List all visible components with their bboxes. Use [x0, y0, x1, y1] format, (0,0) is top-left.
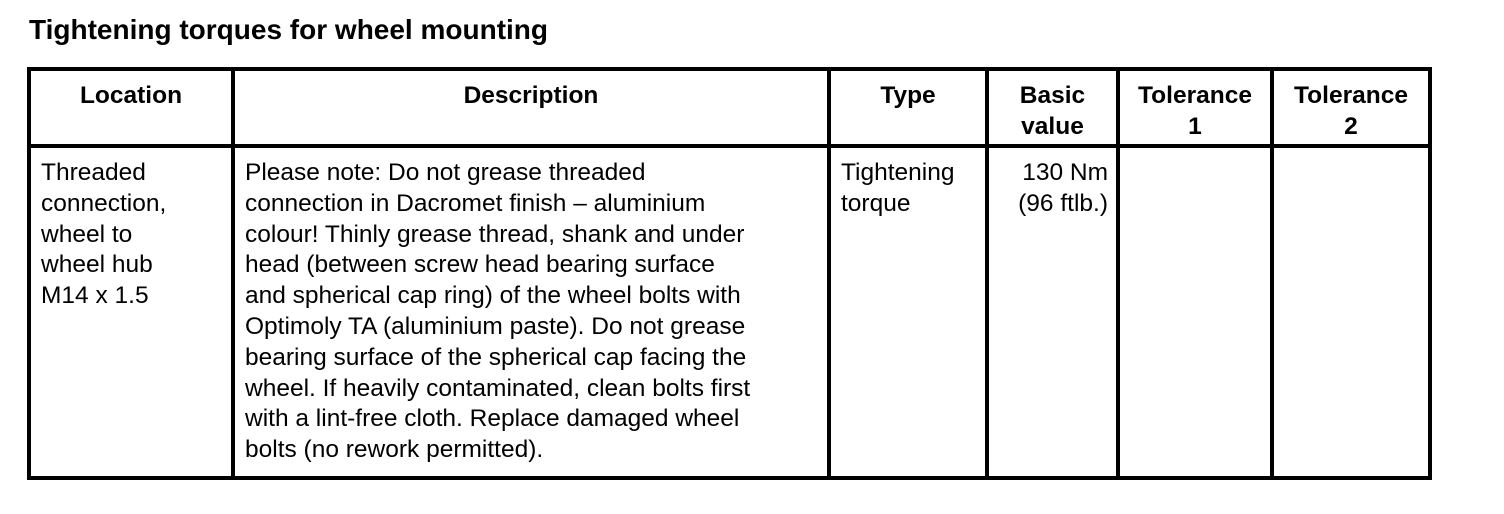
cell-type: Tightening torque: [829, 146, 987, 478]
cell-description: Please note: Do not grease threaded connection in Dacromet finish – aluminium colour! Thinly grease thread, shank and under head (between screw head bearing surface and spherical cap ring) of the wheel bolts with Optimoly TA (aluminium paste). Do not grease bearing surface of the spherical cap facing the wheel. If heavily contaminated, clean bolts first with a lint-free cloth. Replace damaged wheel bolts (no rework permitted).: [233, 146, 829, 478]
cell-tolerance-2: [1272, 146, 1430, 478]
header-location: Location: [29, 69, 233, 146]
document-title: Tightening torques for wheel mounting: [29, 14, 549, 45]
cell-tolerance-1: [1118, 146, 1272, 478]
cell-basic-value: 130 Nm (96 ftlb.): [987, 146, 1118, 478]
header-basic-value: Basic value: [987, 69, 1118, 146]
header-tolerance-2: Tolerance 2: [1272, 69, 1430, 146]
header-tolerance-1: Tolerance 1: [1118, 69, 1272, 146]
header-description: Description: [233, 69, 829, 146]
table-row: [29, 146, 1430, 478]
table-header-row: [29, 69, 1430, 146]
cell-location: Threaded connection, wheel to wheel hub M14 x 1.5: [29, 146, 233, 478]
torque-table: [27, 67, 1432, 480]
header-type: Type: [829, 69, 987, 146]
